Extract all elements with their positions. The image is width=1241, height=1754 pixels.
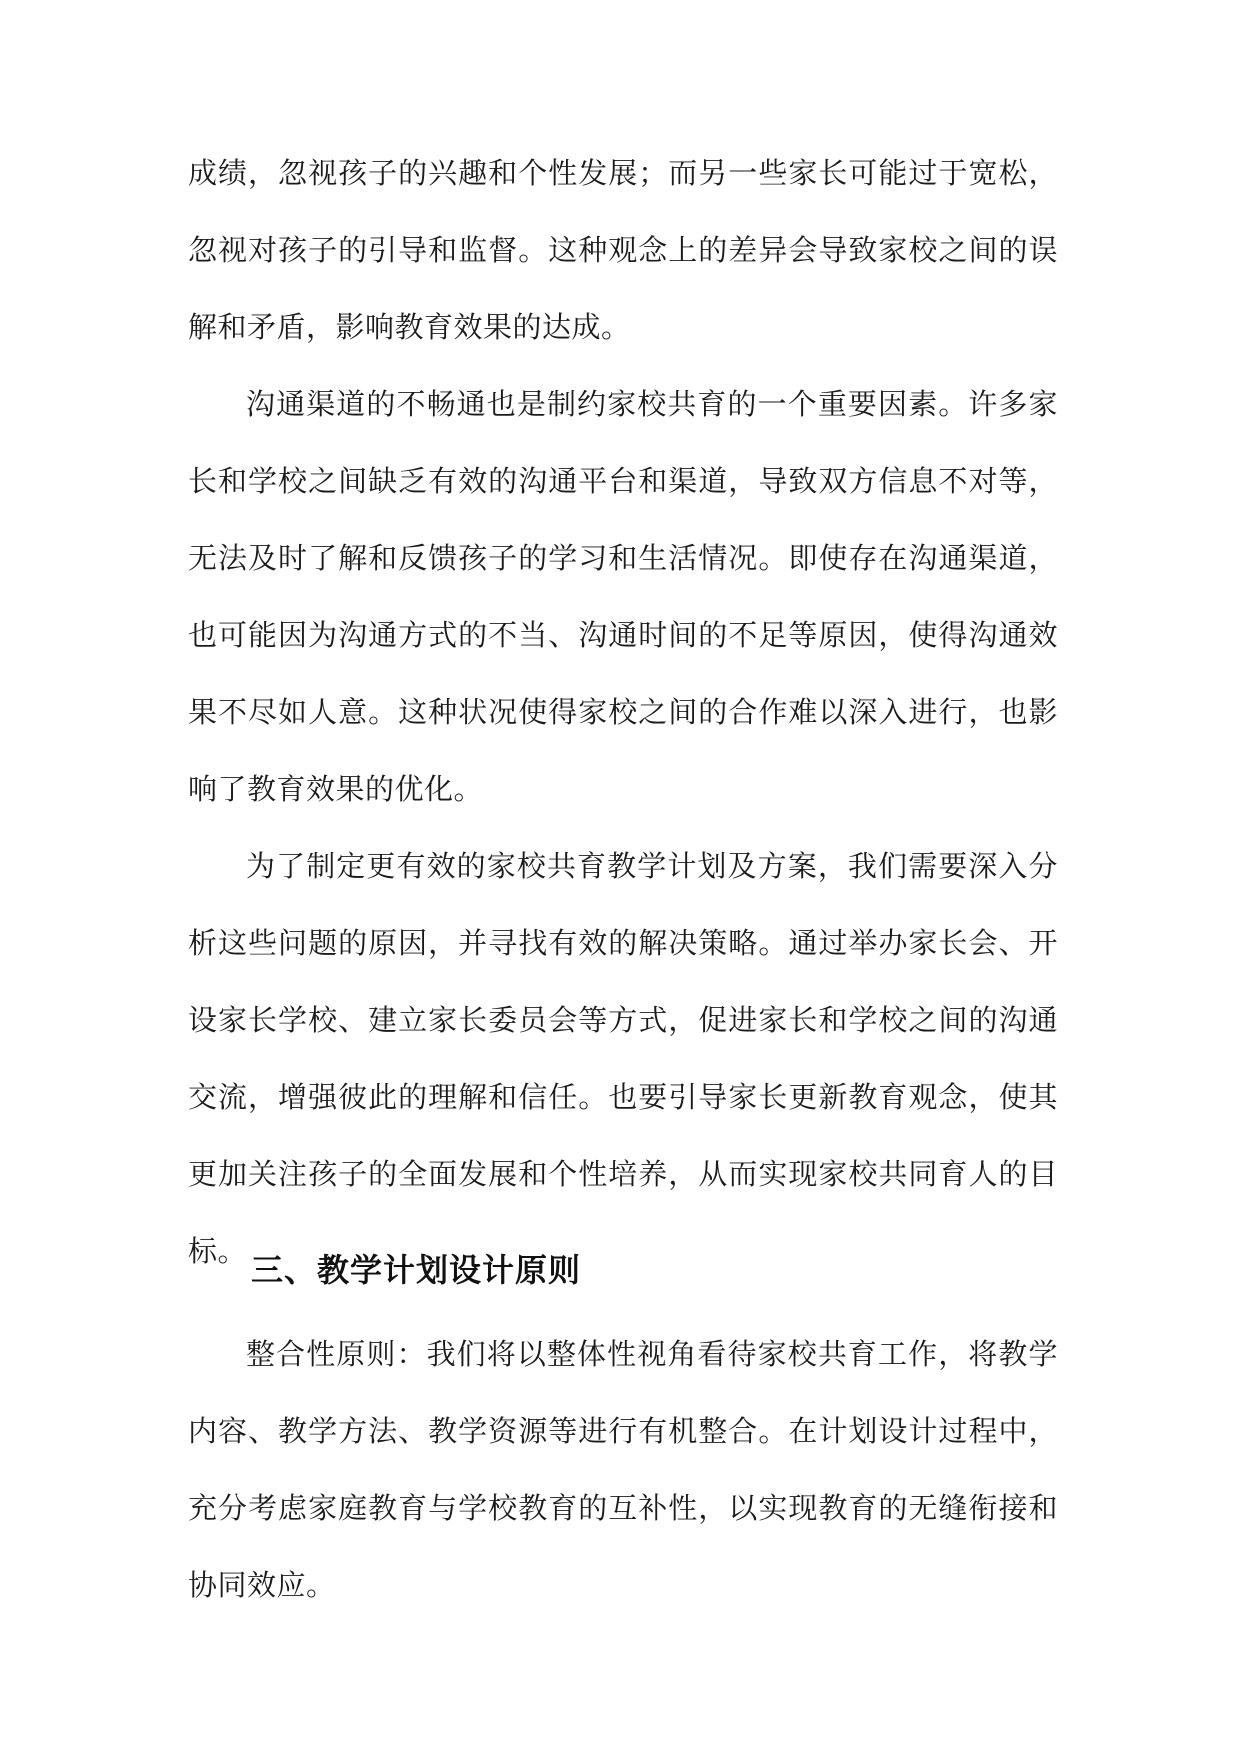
paragraph-continuation: 成绩，忽视孩子的兴趣和个性发展；而另一些家长可能过于宽松，忽视对孩子的引导和监督。这种观念上的差异会导致家校之间的误解和矛盾，影响教育效果的达成。 [188, 156, 1058, 344]
section-heading: 三、教学计划设计原则 [251, 1251, 582, 1289]
body-text [188, 135, 1058, 1290]
paragraph-communication-channels: 沟通渠道的不畅通也是制约家校共育的一个重要因素。许多家长和学校之间缺乏有效的沟通平台和渠道，导致双方信息不对等，无法及时了解和反馈孩子的学习和生活情况。即使存在沟通渠道，也可能因为沟通方式的不当、沟通时间的不足等原因，使得沟通效果不尽如人意。这种状况使得家校之间的合作难以深入进行，也影响了教育效果的优化。 [188, 387, 1058, 806]
paragraph-integration-principle: 整合性原则：我们将以整体性视角看待家校共育工作，将教学内容、教学方法、教学资源等进行有机整合。在计划设计过程中，充分考虑家庭教育与学校教育的互补性，以实现教育的无缝衔接和协同效应。 [188, 1337, 1058, 1602]
paragraph-solution-strategies: 为了制定更有效的家校共育教学计划及方案，我们需要深入分析这些问题的原因，并寻找有效的解决策略。通过举办家长会、开设家长学校、建立家长委员会等方式，促进家长和学校之间的沟通交流，增强彼此的理解和信任。也要引导家长更新教育观念，使其更加关注孩子的全面发展和个性培养，从而实现家校共同育人的目标。 [188, 849, 1058, 1268]
section-body-text [188, 1316, 1058, 1624]
